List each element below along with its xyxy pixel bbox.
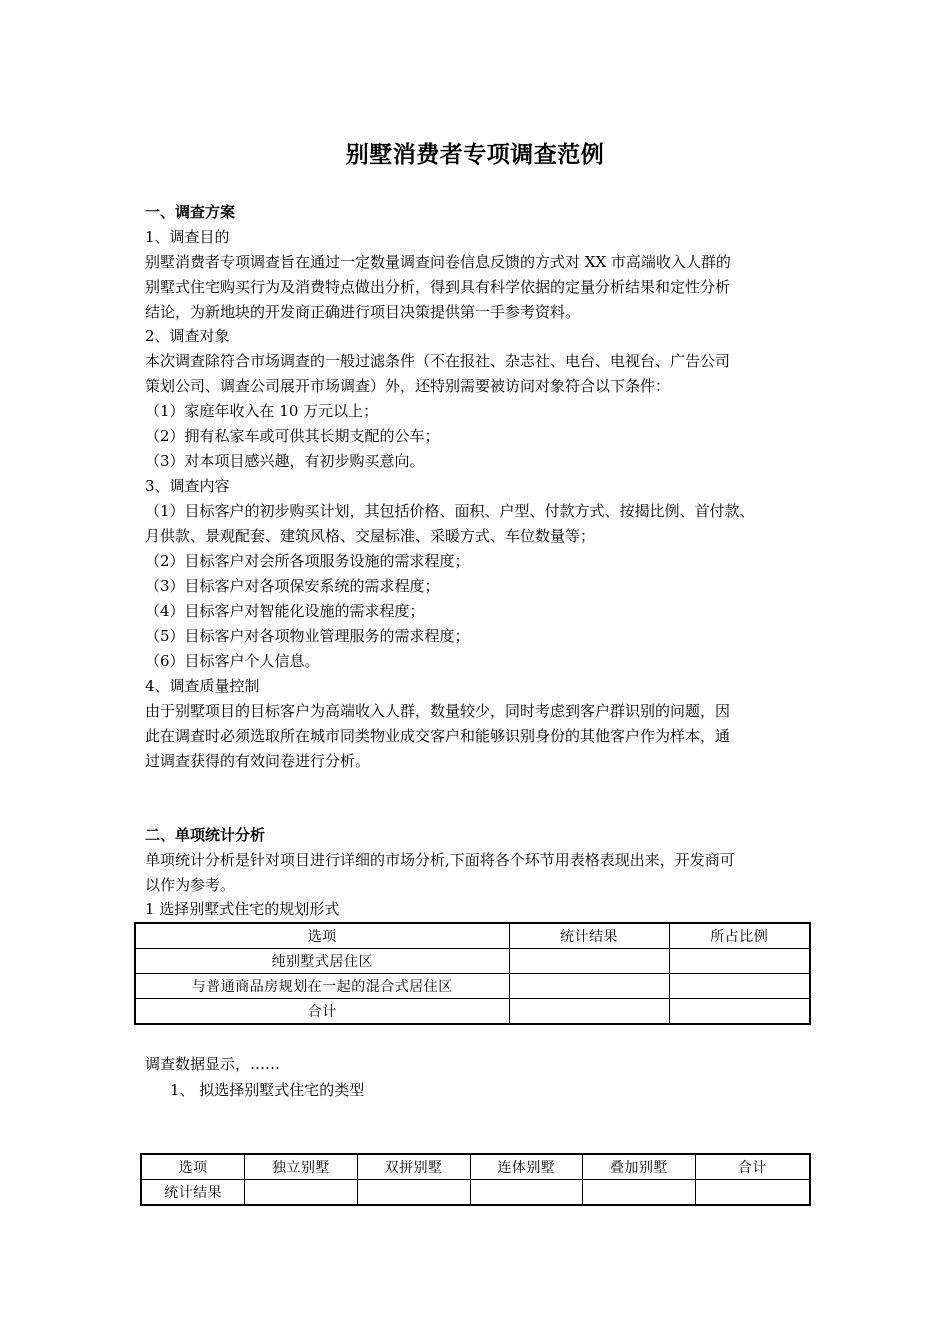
table-cell [509,999,669,1025]
table-header-cell: 叠加别墅 [583,1154,696,1180]
table-caption: 1 选择别墅式住宅的规划形式 [145,900,340,918]
table-header-row [135,923,810,949]
paragraph-line: 单项统计分析是针对项目进行详细的市场分析,下面将各个环节用表格表现出来，开发商可 [145,851,735,869]
paragraph-line: 此在调查时必须选取所在城市同类物业成交客户和能够识别身份的其他客户作为样本，通 [145,727,731,745]
list-item: 月供款、景观配套、建筑风格、交屋标准、采暖方式、车位数量等； [145,527,596,545]
table-cell [509,949,669,974]
paragraph-line: 过调查获得的有效问卷进行分析。 [145,752,371,770]
paragraph-line: 调查数据显示，…… [145,1055,281,1073]
table-header-cell: 选项 [135,923,509,949]
table-row [141,1180,810,1206]
table-cell: 与普通商品房规划在一起的混合式居住区 [135,974,509,999]
paragraph-line: 别墅消费者专项调查旨在通过一定数量调查问卷信息反馈的方式对 XX 市高端收入人群的 [145,253,731,271]
list-item: （4）目标客户对智能化设施的需求程度； [145,602,425,620]
list-item: （1）目标客户的初步购买计划，其包括价格、面积、户型、付款方式、按揭比例、首付款、 [145,502,755,520]
section-heading: 二、单项统计分析 [145,826,266,844]
table-row [135,999,810,1025]
subsection-heading: 4、调查质量控制 [145,677,260,695]
document-title: 别墅消费者专项调查范例 [345,141,605,168]
table-header-cell: 独立别墅 [245,1154,358,1180]
table-cell: 纯别墅式居住区 [135,949,509,974]
paragraph-line: 以作为参考。 [145,876,236,894]
planning-form-table [134,922,811,1025]
table-cell [357,1180,470,1206]
table-header-cell: 选项 [141,1154,245,1180]
list-item: （6）目标客户个人信息。 [145,652,320,670]
table-cell [669,974,810,999]
table-cell [470,1180,583,1206]
list-item: （2）目标客户对会所各项服务设施的需求程度； [145,552,470,570]
paragraph-line: 本次调查除符合市场调查的一般过滤条件（不在报社、杂志社、电台、电视台、广告公司 [145,352,731,370]
table-cell [669,999,810,1025]
paragraph-line: 别墅式住宅购买行为及消费特点做出分析，得到具有科学依据的定量分析结果和定性分析 [145,278,731,296]
table-row [135,949,810,974]
villa-type-table [140,1153,811,1206]
paragraph-line: 策划公司、调查公司展开市场调查）外，还特别需要被访问对象符合以下条件： [145,377,671,395]
table-cell [583,1180,696,1206]
table-caption: 1、 拟选择别墅式住宅的类型 [170,1081,365,1099]
section-heading: 一、调查方案 [145,203,236,221]
table-cell [245,1180,358,1206]
list-item: （3）目标客户对各项保安系统的需求程度； [145,577,440,595]
paragraph-line: 结论，为新地块的开发商正确进行项目决策提供第一手参考资料。 [145,303,581,321]
table-header-cell: 统计结果 [509,923,669,949]
subsection-heading: 3、调查内容 [145,477,230,495]
table-cell [669,949,810,974]
table-cell: 统计结果 [141,1180,245,1206]
list-item: （3）对本项目感兴趣，有初步购买意向。 [145,452,425,470]
list-item: （2）拥有私家车或可供其长期支配的公车； [145,427,440,445]
list-item: （5）目标客户对各项物业管理服务的需求程度； [145,627,470,645]
subsection-heading: 1、调查目的 [145,228,230,246]
subsection-heading: 2、调查对象 [145,327,230,345]
table-header-row [141,1154,810,1180]
table-header-cell: 双拼别墅 [357,1154,470,1180]
table-header-cell: 连体别墅 [470,1154,583,1180]
table-row [135,974,810,999]
table-header-cell: 所占比例 [669,923,810,949]
list-item: （1）家庭年收入在 10 万元以上； [145,402,379,420]
table-cell [509,974,669,999]
paragraph-line: 由于别墅项目的目标客户为高端收入人群，数量较少，同时考虑到客户群识别的问题，因 [145,702,731,720]
table-cell: 合计 [135,999,509,1025]
table-cell [695,1180,810,1206]
table-header-cell: 合计 [695,1154,810,1180]
